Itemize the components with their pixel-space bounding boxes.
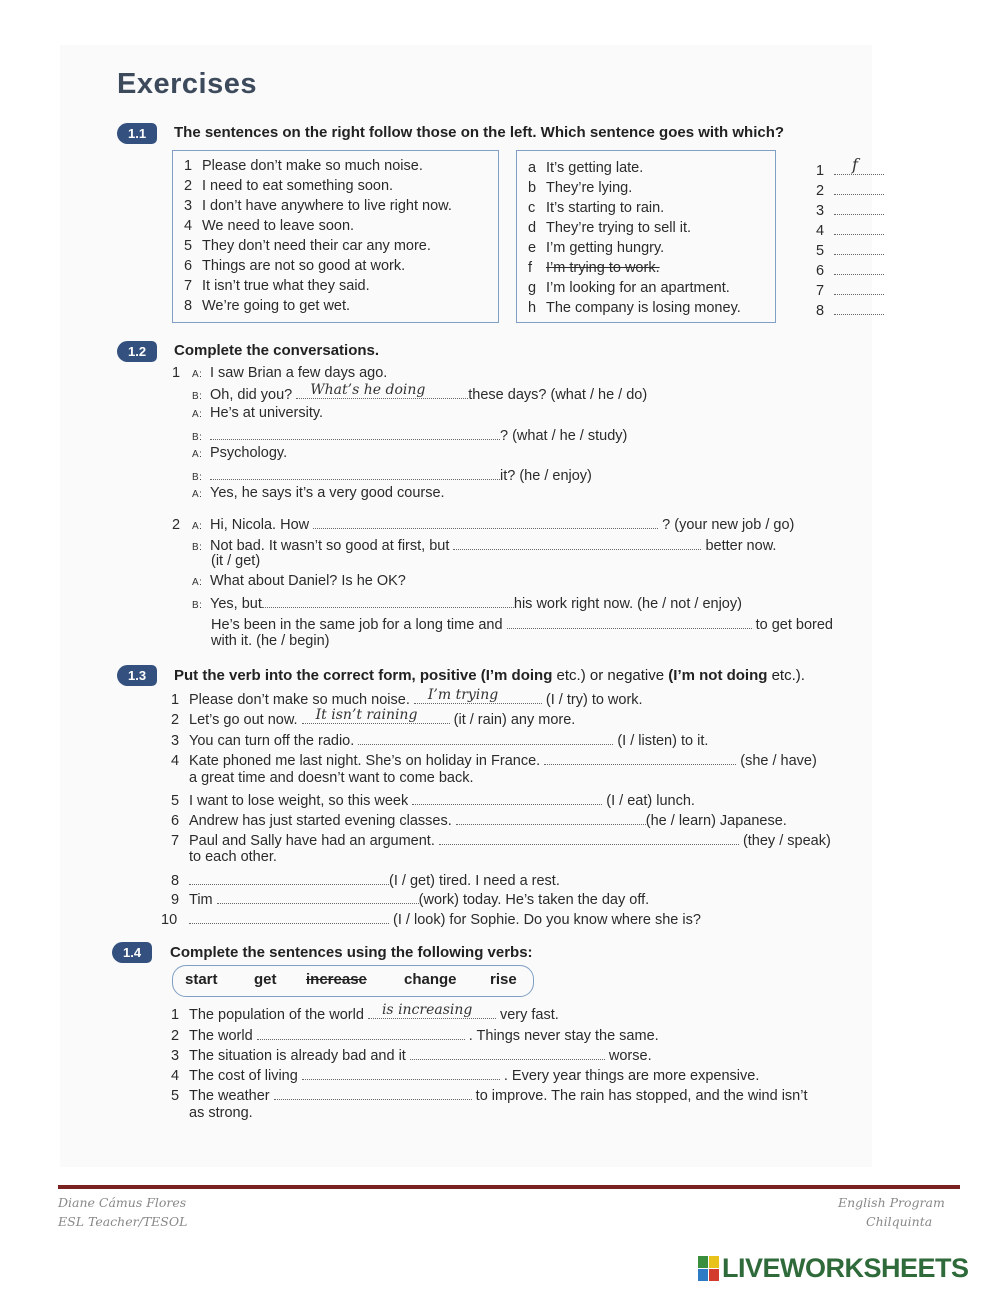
exercise-1-3-item: 3 You can turn off the radio. (I / listen) to it. [171, 733, 709, 749]
verb-rise: rise [490, 971, 517, 988]
conversation-2-line: B: Not bad. It wasn’t so good at first, but better now. [192, 538, 777, 554]
list-item: h The company is losing money. [528, 300, 741, 316]
exercise-1-3-item: 7 Paul and Sally have had an argument. (they / speak) [171, 833, 831, 849]
conversation-1-line: B: ? (what / he / study) [192, 428, 628, 444]
answer-blank[interactable]: It isn’t raining [302, 710, 450, 724]
list-item: a It’s getting late. [528, 160, 644, 176]
exercise-1-3-item: 9 Tim (work) today. He’s taken the day off. [171, 892, 650, 908]
exercise-1-3-item: a great time and doesn’t want to come back. [189, 770, 474, 786]
exercise-1-3-item: 10 (I / look) for Sophie. Do you know where she is? [161, 912, 701, 928]
answer-blank[interactable] [210, 426, 500, 440]
list-item: b They’re lying. [528, 180, 633, 196]
answer-blank[interactable] [257, 1026, 465, 1040]
answer-blank[interactable] [302, 1066, 500, 1080]
answer-blank[interactable] [439, 831, 739, 845]
list-item: f I’m trying to work. [528, 260, 660, 276]
exercise-1-3-item: 6 Andrew has just started evening classes. (he / learn) Japanese. [171, 813, 787, 829]
verb-increase: increase [306, 971, 367, 988]
list-item: 2 I need to eat something soon. [184, 178, 394, 194]
answer-blank[interactable] [507, 615, 752, 629]
list-item: g I’m looking for an apartment. [528, 280, 730, 296]
exercise-1-3-item: 4 Kate phoned me last night. She’s on holiday in France. (she / have) [171, 753, 817, 769]
conversation-2-line: B: Yes, but his work right now. (he / not / enjoy) [192, 596, 742, 612]
answer-blank[interactable]: is increasing [368, 1005, 496, 1019]
exercise-1-4-instruction: Complete the sentences using the following verbs: [170, 944, 533, 961]
footer-institution: Chilquinta [866, 1214, 933, 1229]
exercise-1-3-item: to each other. [189, 849, 277, 865]
list-item: c It’s starting to rain. [528, 200, 665, 216]
answer-blank[interactable] [217, 890, 419, 904]
exercise-badge-1-4: 1.4 [112, 942, 152, 963]
answer-blank[interactable] [262, 594, 514, 608]
conversation-2-line: 2 A: Hi, Nicola. How ? (your new job / go) [172, 517, 795, 533]
conversation-2-line: He’s been in the same job for a long time and to get bored [211, 617, 833, 633]
answer-blank[interactable]: f [834, 161, 884, 175]
answer-blank[interactable] [544, 751, 736, 765]
exercise-badge-1-1: 1.1 [117, 123, 157, 144]
list-item: 6 Things are not so good at work. [184, 258, 406, 274]
answer-blank[interactable] [453, 536, 701, 550]
answer-row: 7 [816, 281, 884, 299]
answer-blank[interactable] [210, 466, 500, 480]
list-item: 5 They don’t need their car any more. [184, 238, 431, 254]
answer-row: 6 [816, 261, 884, 279]
answer-blank[interactable] [358, 731, 613, 745]
liveworksheets-logo-icon [698, 1256, 720, 1287]
answer-row: 2 [816, 181, 884, 199]
answer-blank[interactable] [313, 515, 658, 529]
exercise-1-2-instruction: Complete the conversations. [174, 342, 380, 359]
answer-row: 3 [816, 201, 884, 219]
answer-blank[interactable]: What’s he doing [296, 385, 468, 399]
footer-author-title: ESL Teacher/TESOL [58, 1214, 188, 1229]
answer-blank[interactable] [834, 201, 884, 215]
liveworksheets-brand: LIVEWORKSHEETS [722, 1253, 969, 1283]
answer-blank[interactable] [834, 261, 884, 275]
exercise-1-1-instruction: The sentences on the right follow those on the left. Which sentence goes with which? [174, 124, 785, 141]
answer-blank[interactable] [274, 1086, 472, 1100]
exercise-1-3-item: 2 Let’s go out now. It isn’t raining (it / rain) any more. [171, 707, 576, 728]
answer-blank[interactable] [834, 241, 884, 255]
exercise-1-3-instruction: Put the verb into the correct form, positive (I’m doing etc.) or negative (I’m not doing etc.). [174, 667, 805, 684]
exercise-1-3-item: 8 (I / get) tired. I need a rest. [171, 873, 560, 889]
conversation-1-line: 1 A: I saw Brian a few days ago. [172, 365, 388, 381]
answer-blank[interactable] [834, 301, 884, 315]
answer-blank[interactable] [410, 1046, 605, 1060]
conversation-1-line: A: Psychology. [192, 445, 288, 461]
footer-author-name: Diane Cámus Flores [58, 1195, 187, 1210]
conversation-1-line: B: Oh, did you? What’s he doing these days? (what / he / do) [192, 382, 648, 403]
list-item: 7 It isn’t true what they said. [184, 278, 370, 294]
answer-row: 8 [816, 301, 884, 319]
conversation-1-line: A: Yes, he says it’s a very good course. [192, 485, 445, 501]
conversation-2-line: with it. (he / begin) [211, 633, 330, 649]
exercise-1-4-item: 2 The world . Things never stay the same. [171, 1028, 659, 1044]
answer-blank[interactable] [189, 910, 389, 924]
answer-blank[interactable] [412, 791, 602, 805]
exercise-1-4-item: as strong. [189, 1105, 253, 1121]
list-item: e I’m getting hungry. [528, 240, 665, 256]
list-item: d They’re trying to sell it. [528, 220, 692, 236]
answer-row: 1 f [816, 161, 884, 179]
answer-blank[interactable] [456, 811, 646, 825]
answer-blank[interactable]: I’m trying [414, 690, 542, 704]
exercise-1-3-item: 1 Please don’t make so much noise. I’m trying (I / try) to work. [171, 687, 643, 708]
exercise-badge-1-3: 1.3 [117, 665, 157, 686]
page-title: Exercises [117, 68, 257, 100]
list-item: 3 I don’t have anywhere to live right now. [184, 198, 452, 214]
footer-program: English Program [838, 1195, 945, 1210]
answer-row: 5 [816, 241, 884, 259]
list-item: 1 Please don’t make so much noise. [184, 158, 423, 174]
answer-row: 4 [816, 221, 884, 239]
exercise-badge-1-2: 1.2 [117, 341, 157, 362]
exercise-1-4-item: 4 The cost of living . Every year things are more expensive. [171, 1068, 760, 1084]
answer-blank[interactable] [834, 281, 884, 295]
verb-change: change [404, 971, 457, 988]
list-item: 8 We’re going to get wet. [184, 298, 351, 314]
verb-start: start [185, 971, 218, 988]
conversation-2-line: (it / get) [211, 553, 261, 569]
exercise-1-3-item: 5 I want to lose weight, so this week (I / eat) lunch. [171, 793, 695, 809]
exercise-1-4-item: 3 The situation is already bad and it worse. [171, 1048, 652, 1064]
exercise-1-4-item: 1 The population of the world is increasing very fast. [171, 1002, 559, 1023]
verb-get: get [254, 971, 277, 988]
conversation-1-line: B: it? (he / enjoy) [192, 468, 592, 484]
answer-blank[interactable] [834, 181, 884, 195]
conversation-2-line: A: What about Daniel? Is he OK? [192, 573, 406, 589]
answer-blank[interactable] [834, 221, 884, 235]
list-item: 4 We need to leave soon. [184, 218, 355, 234]
conversation-1-line: A: He’s at university. [192, 405, 324, 421]
exercise-1-4-item: 5 The weather to improve. The rain has stopped, and the wind isn’t [171, 1088, 808, 1104]
footer-divider [58, 1185, 960, 1189]
answer-blank[interactable] [189, 871, 389, 885]
